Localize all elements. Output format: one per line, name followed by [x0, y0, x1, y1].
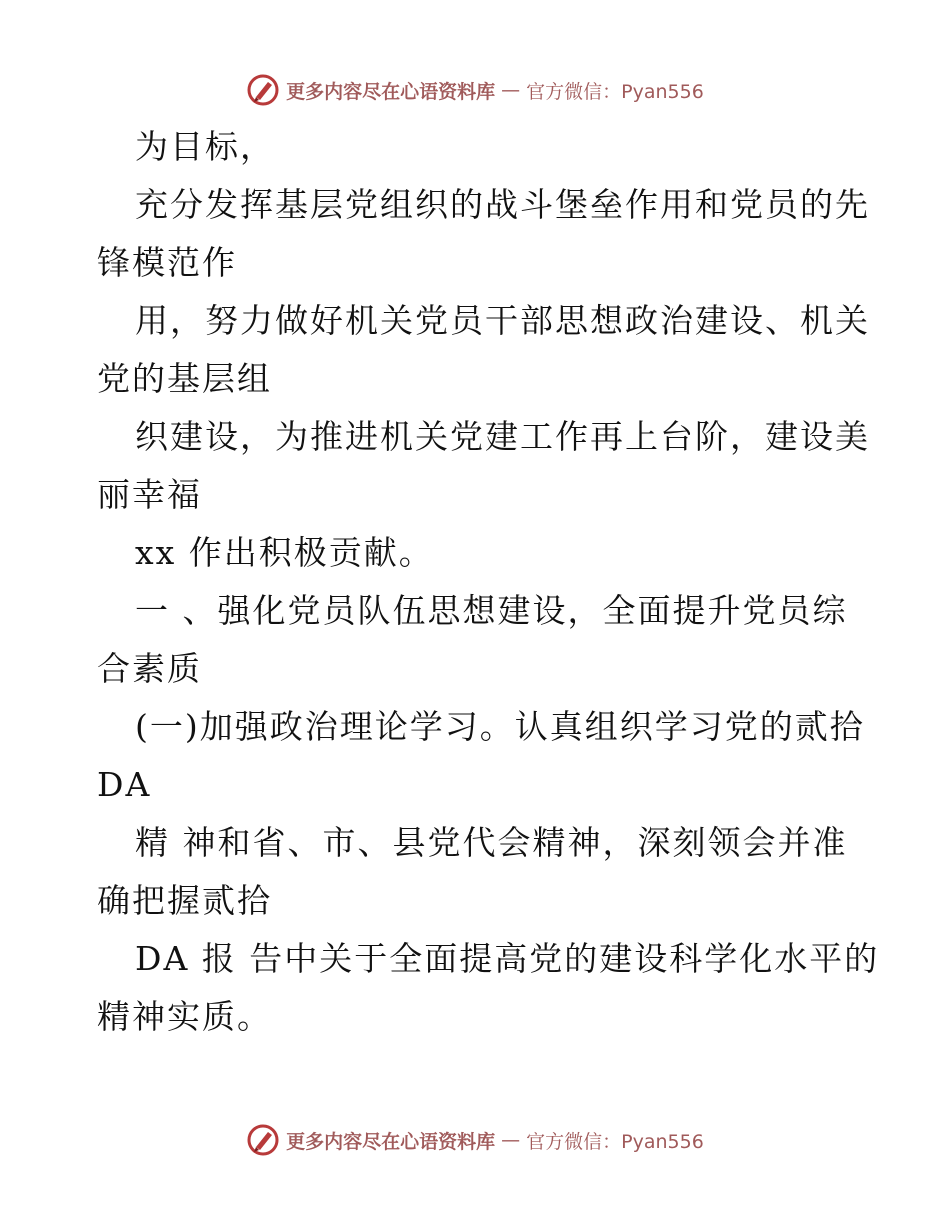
- watermark-separator: —: [501, 79, 521, 101]
- text-line: 确把握贰拾: [97, 881, 272, 920]
- section-heading: 一 、强化党员队伍思想建设，全面提升党员综: [135, 591, 848, 630]
- text-line: 锋模范作: [97, 243, 237, 282]
- header-watermark: [0, 70, 950, 110]
- text-line: DA 报 告中关于全面提高党的建设科学化水平的: [135, 939, 880, 978]
- text-line: 精 神和省、市、县党代会精神，深刻领会并准: [135, 823, 848, 862]
- subsection-heading: (一)加强政治理论学习。认真组织学习党的贰拾: [135, 707, 865, 746]
- pen-logo-icon: [246, 1123, 280, 1157]
- text-line: 为目标，: [135, 127, 275, 166]
- text-line: xx 作出积极贡献。: [135, 533, 434, 572]
- section-heading-continued: 合素质: [97, 649, 202, 688]
- text-line: DA: [97, 765, 152, 804]
- watermark-site-text: 更多内容尽在心语资料库: [286, 1130, 496, 1153]
- pen-logo-icon: [246, 73, 280, 107]
- text-line: 党的基层组: [97, 359, 272, 398]
- text-line: 精神实质。: [97, 997, 272, 1036]
- text-line: 丽幸福: [97, 475, 202, 514]
- text-line: 织建设，为推进机关党建工作再上台阶，建设美: [135, 417, 870, 456]
- footer-watermark: [0, 1120, 950, 1160]
- watermark-contact-text: 官方微信：Pyan556: [526, 1130, 704, 1153]
- text-line: 用，努力做好机关党员干部思想政治建设、机关: [135, 301, 870, 340]
- text-line: 充分发挥基层党组织的战斗堡垒作用和党员的先: [135, 185, 870, 224]
- watermark-contact-text: 官方微信：Pyan556: [526, 80, 704, 103]
- watermark-site-text: 更多内容尽在心语资料库: [286, 80, 496, 103]
- document-body: [97, 118, 880, 1046]
- watermark-separator: —: [501, 1129, 521, 1151]
